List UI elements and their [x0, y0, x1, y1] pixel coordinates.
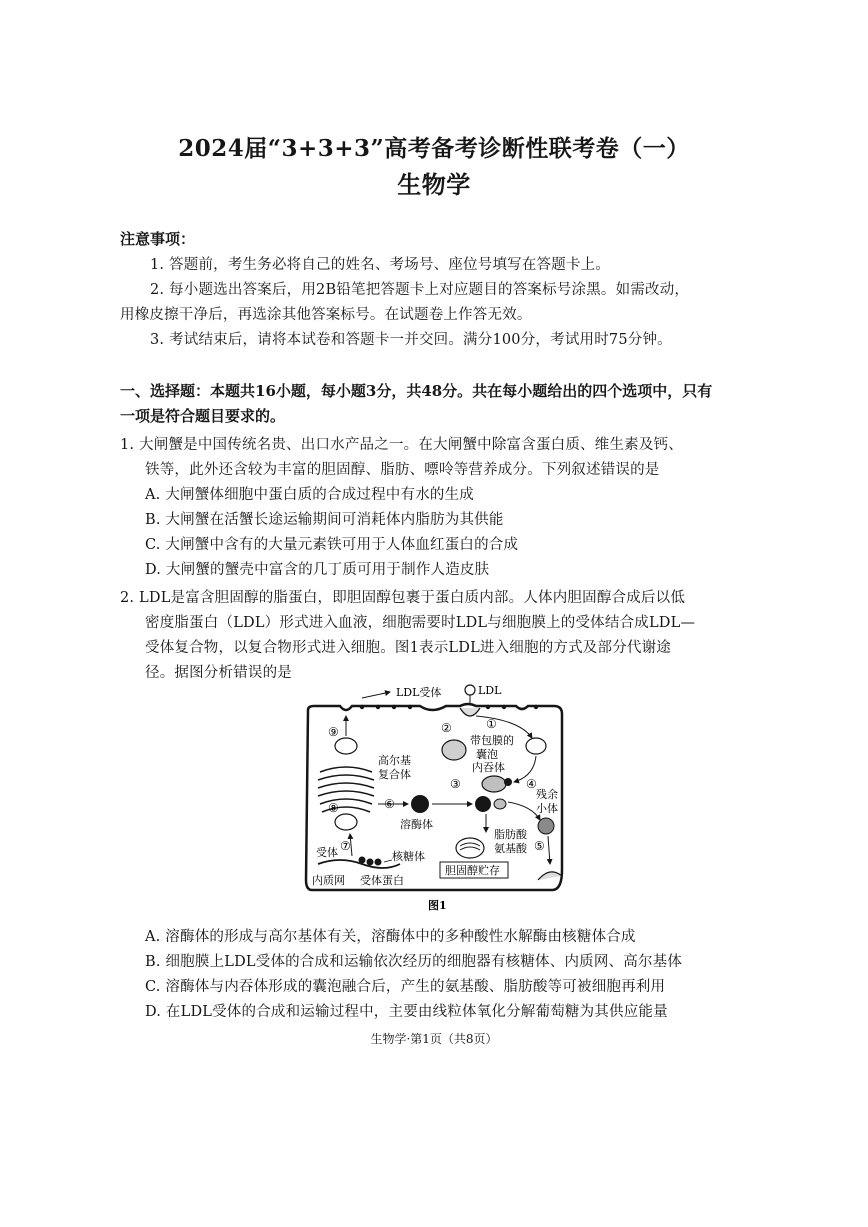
fatty-acid-label: 脂肪酸: [494, 828, 527, 841]
marker-2: ②: [441, 721, 452, 735]
q1-stem-cont: 铁等，此外还含较为丰富的胆固醇、脂肪、嘌呤等营养成分。下列叙述错误的是: [145, 462, 660, 478]
q1-option-c: C. 大闸蟹中含有的大量元素铁可用于人体血红蛋白的合成: [145, 537, 519, 553]
ldl-receptor-label: LDL受体: [396, 686, 442, 699]
fused-vesicle: [475, 796, 491, 812]
q2-stem-cont: 受体复合物，以复合物形式进入细胞。图1表示LDL进入细胞的方式及部分代谢途: [145, 640, 672, 656]
cholesterol-storage-label: 胆固醇贮存: [445, 864, 500, 877]
section-heading: 一、选择题：本题共16小题，每小题3分，共48分。共在每小题给出的四个选项中，只有: [120, 382, 713, 400]
residual-body-label: 残余: [536, 788, 558, 801]
receptor-label: 受体: [316, 846, 338, 859]
ldl-label: LDL: [478, 684, 502, 697]
exam-title: 2024届“3+3+3”高考备考诊断性联考卷（一）: [178, 135, 690, 162]
coated-vesicle-label: 带包膜的: [470, 734, 514, 747]
ldl-pathway-figure: [300, 680, 580, 912]
note-item: 用橡皮擦干净后，再选涂其他答案标号。在试题卷上作答无效。: [120, 307, 532, 323]
q2-option-c: C. 溶酶体与内吞体形成的囊泡融合后，产生的氨基酸、脂肪酸等可被细胞再利用: [145, 979, 666, 995]
ribosome-label: 核糖体: [392, 850, 425, 863]
er-label: 内质网: [312, 874, 345, 887]
marker-1: ①: [486, 717, 497, 731]
q1-option-b: B. 大闸蟹在活蟹长途运输期间可消耗体内脂肪为其供能: [145, 512, 504, 528]
coated-vesicle-label-2: 囊泡: [476, 748, 498, 761]
marker-7: ⑦: [340, 839, 351, 853]
marker-4: ④: [526, 777, 537, 791]
lysosome: [411, 795, 429, 813]
page-footer: 生物学·第1页（共8页）: [370, 1032, 498, 1046]
residual-body-label-2: 小体: [536, 802, 558, 815]
golgi-label-2: 复合体: [378, 768, 411, 781]
q2-option-b: B. 细胞膜上LDL受体的合成和运输依次经历的细胞器有核糖体、内质网、高尔基体: [145, 954, 683, 970]
figure-caption: 图1: [428, 899, 447, 912]
lipid-droplet: [456, 838, 484, 858]
q2-option-d: D. 在LDL受体的合成和运输过程中，主要由线粒体氧化分解葡萄糖为其供应能量: [145, 1004, 668, 1020]
marker-9: ⑨: [328, 725, 339, 739]
golgi-apparatus: [318, 767, 374, 812]
endosome: [482, 776, 506, 792]
section-heading-cont: 一项是符合题目要求的。: [120, 407, 286, 425]
subject-title: 生物学: [397, 170, 471, 199]
marker-8: ⑧: [328, 801, 339, 815]
golgi-label: 高尔基: [378, 754, 411, 767]
note-item: 3. 考试结束后，请将本试卷和答题卡一并交回。满分100分，考试用时75分钟。: [150, 332, 672, 348]
lysosome-label: 溶酶体: [400, 818, 433, 831]
coated-vesicle: [442, 740, 466, 760]
q1-option-d: D. 大闸蟹的蟹壳中富含的几丁质可用于制作人造皮肤: [145, 562, 490, 578]
endosome-label: 内吞体: [472, 761, 505, 774]
q1-stem: 1. 大闸蟹是中国传统名贵、出口水产品之一。在大闸蟹中除富含蛋白质、维生素及钙、: [120, 437, 683, 453]
ldl-particle-icon: [465, 685, 475, 695]
q2-stem-cont: 密度脂蛋白（LDL）形式进入血液，细胞需要时LDL与细胞膜上的受体结合成LDL—: [145, 615, 696, 631]
notes-label: 注意事项：: [120, 230, 196, 248]
note-item: 2. 每小题选出答案后，用2B铅笔把答题卡上对应题目的答案标号涂黑。如需改动，: [150, 282, 690, 298]
q1-option-a: A. 大闸蟹体细胞中蛋白质的合成过程中有水的生成: [145, 487, 474, 503]
marker-6: ⑥: [384, 797, 395, 811]
residual-body: [538, 818, 554, 834]
q2-stem: 2. LDL是富含胆固醇的脂蛋白，即胆固醇包裹于蛋白质内部。人体内胆固醇合成后以低: [120, 590, 686, 606]
q2-option-a: A. 溶酶体的形成与高尔基体有关，溶酶体中的多种酸性水解酶由核糖体合成: [145, 929, 636, 945]
cell-membrane: [306, 704, 562, 890]
amino-acid-label: 氨基酸: [494, 842, 527, 855]
receptor-protein-label: 受体蛋白: [360, 874, 404, 887]
marker-3: ③: [450, 777, 461, 791]
marker-5: ⑤: [534, 839, 545, 853]
note-item: 1. 答题前，考生务必将自己的姓名、考场号、座位号填写在答题卡上。: [150, 257, 611, 273]
q2-stem-cont: 径。据图分析错误的是: [145, 665, 292, 681]
